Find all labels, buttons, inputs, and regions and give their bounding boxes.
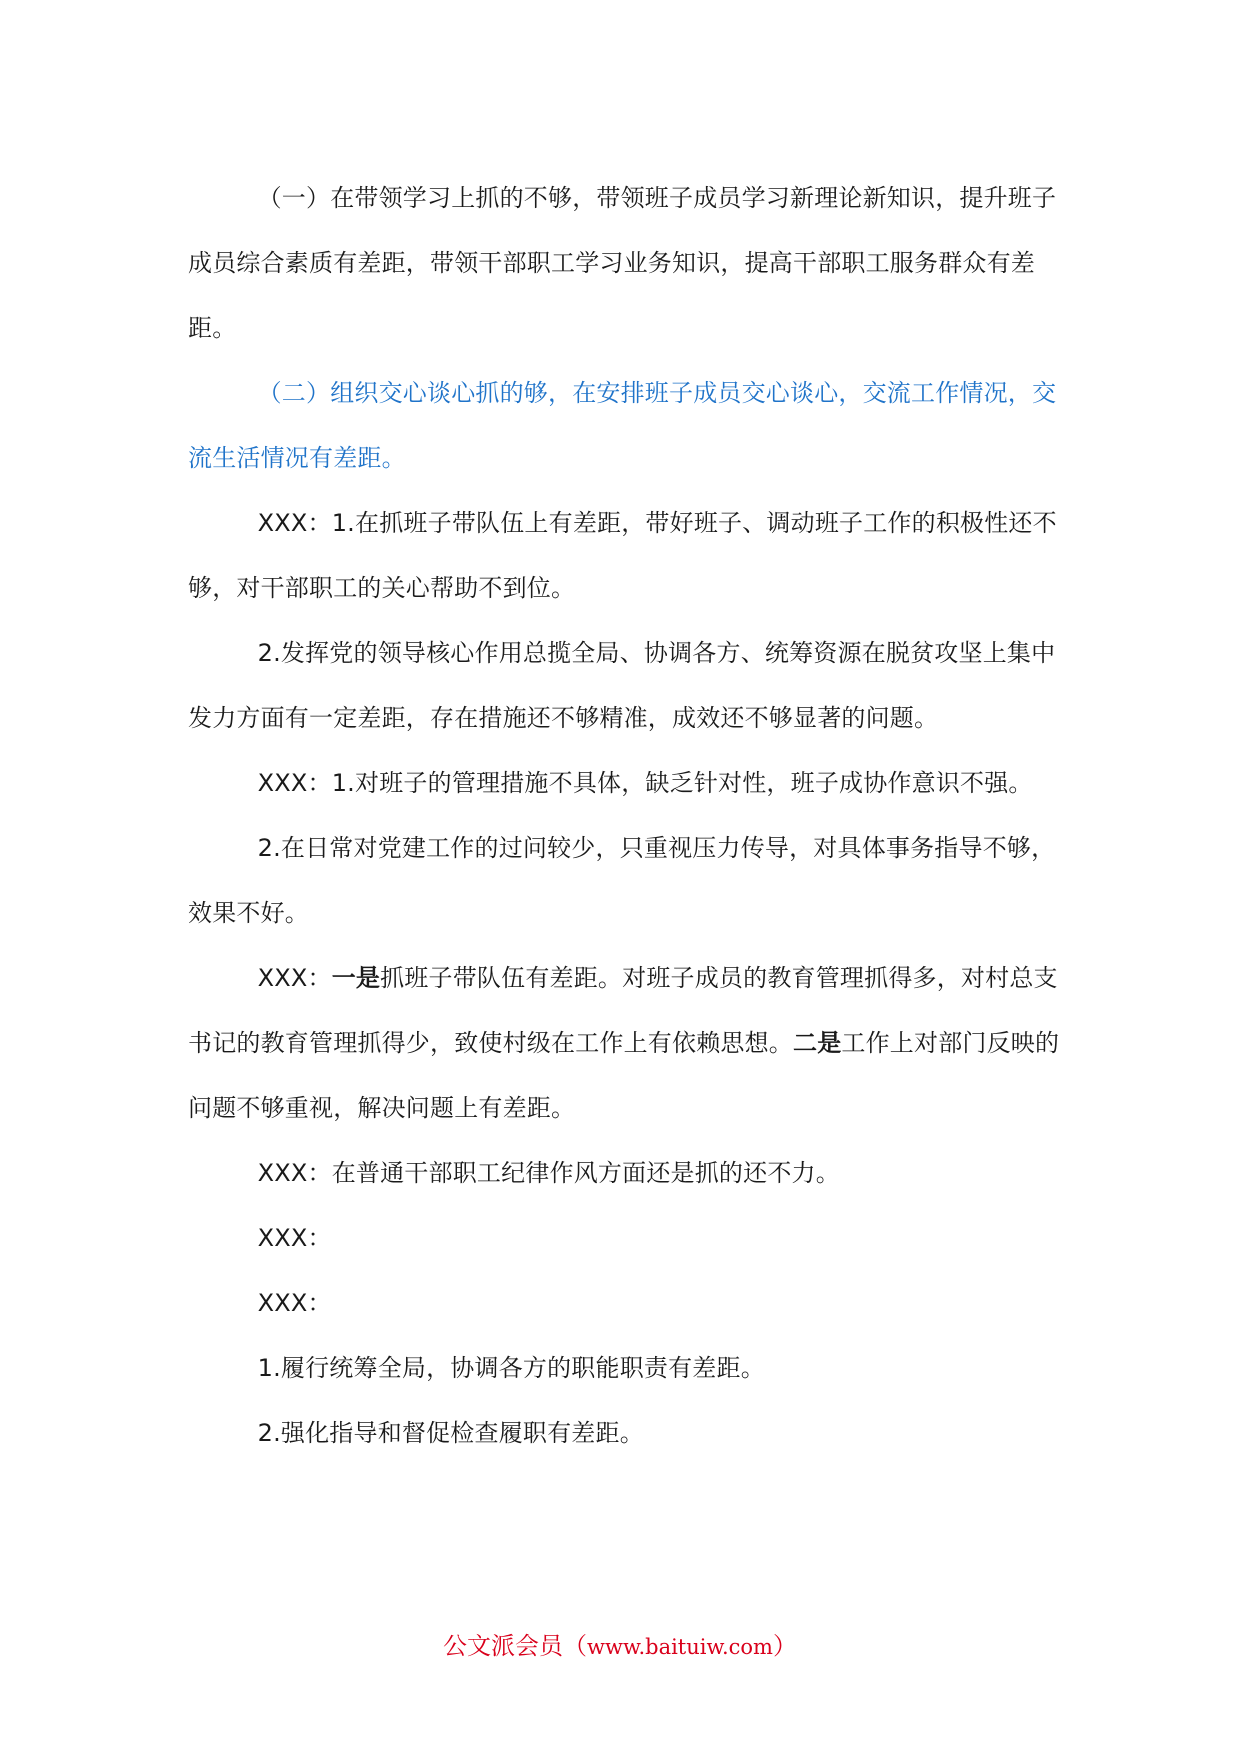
paragraph-3: XXX：1.在抓班子带队伍上有差距，带好班子、调动班子工作的积极性还不够，对干部职工的关心帮助不到位。: [188, 509, 1057, 602]
footer-label-close: ）: [772, 1632, 797, 1660]
paragraph-11: 1.履行统筹全局，协调各方的职能职责有差距。: [257, 1354, 765, 1382]
footer-url: www.baituiw.com: [587, 1635, 773, 1659]
paragraph-6: 2.在日常对党建工作的过问较少，只重视压力传导，对具体事务指导不够，效果不好。: [188, 834, 1056, 927]
paragraph-7-prefix: XXX：: [257, 964, 332, 992]
paragraph-1: （一）在带领学习上抓的不够，带领班子成员学习新理论新知识，提升班子成员综合素质有差距，带领干部职工学习业务知识，提高干部职工服务群众有差距。: [188, 184, 1057, 342]
paragraph-12: 2.强化指导和督促检查履职有差距。: [257, 1419, 644, 1447]
paragraph-7-bold-2: 二是: [793, 1029, 842, 1057]
footer-label-open: 公文派会员（: [443, 1632, 588, 1660]
paragraph-2-highlighted: （二）组织交心谈心抓的够，在安排班子成员交心谈心，交流工作情况，交流生活情况有差距。: [188, 379, 1057, 472]
paragraph-4: 2.发挥党的领导核心作用总揽全局、协调各方、统筹资源在脱贫攻坚上集中发力方面有一定差距，存在措施还不够精准，成效还不够显著的问题。: [188, 639, 1056, 732]
document-body: [188, 166, 1068, 1466]
paragraph-7-part-2: 工作上对部门反映的问题不够重视，解决问题上有差距。: [188, 1029, 1060, 1122]
paragraph-10: XXX：: [257, 1289, 332, 1317]
paragraph-9: XXX：: [257, 1224, 332, 1252]
paragraph-7-part-1: 抓班子带队伍有差距。对班子成员的教育管理抓得多，对村总支书记的教育管理抓得少，致使村级在工作上有依赖思想。: [188, 964, 1058, 1057]
paragraph-7-bold-1: 一是: [331, 964, 381, 992]
footer-watermark: [0, 1626, 1240, 1661]
paragraph-7: [188, 946, 1068, 1141]
paragraph-8: XXX：在普通干部职工纪律作风方面还是抓的还不力。: [257, 1159, 840, 1187]
paragraph-5: XXX：1.对班子的管理措施不具体，缺乏针对性，班子成协作意识不强。: [257, 769, 1033, 797]
